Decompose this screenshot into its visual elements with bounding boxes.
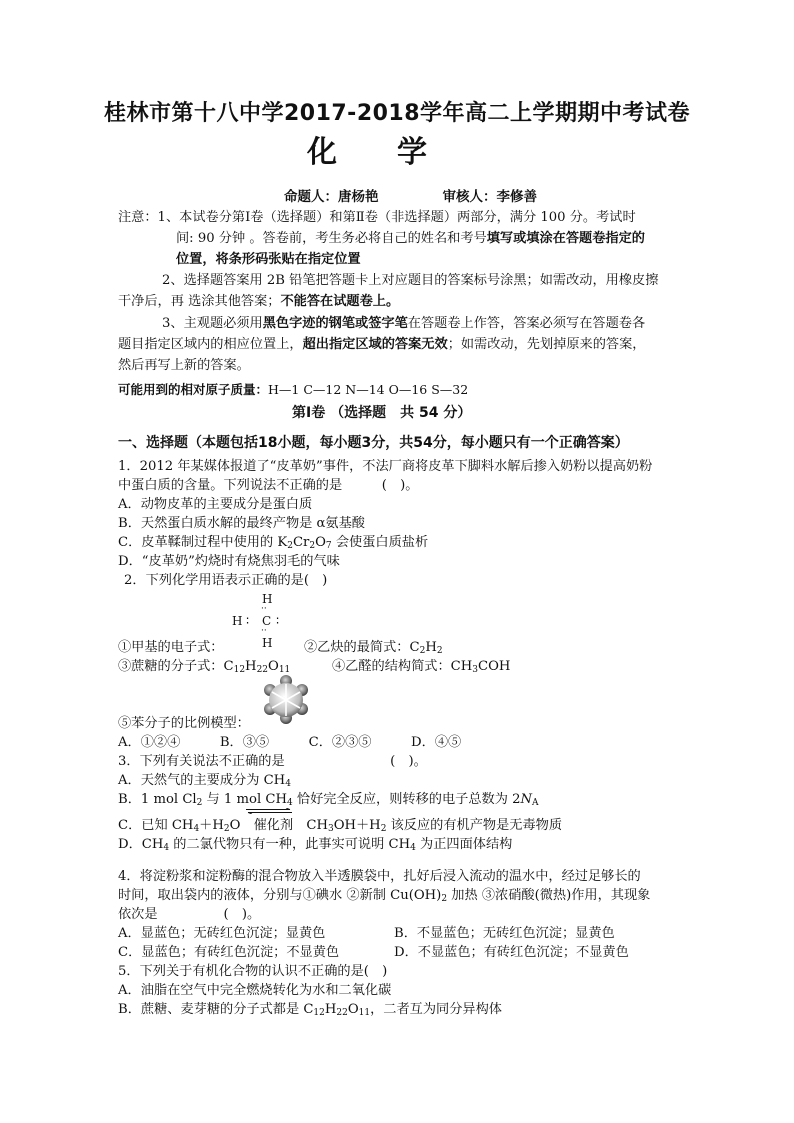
notice-line-8: 然后再写上新的答案。	[118, 358, 250, 373]
q5-option-b: B．蔗糖、麦芽糖的分子式都是 $C_{12}H_{22}O_{11}$，二者互为同分异构体	[118, 1002, 502, 1018]
q5-stem: 5．下列关于有机化合物的认识不正确的是( )	[118, 964, 388, 979]
q1-option-b: B．天然蛋白质水解的最终产物是 α氨基酸	[118, 516, 365, 531]
q1-stem-2: 中蛋白质的含量。下列说法不正确的是 ( )。	[118, 478, 419, 493]
q1-option-d: D．“皮革奶”灼烧时有烧焦羽毛的气味	[118, 554, 340, 569]
q4-option-d: D．不显蓝色；有砖红色沉淀；不显黄色	[394, 945, 629, 960]
q2-choices: A．①②④ B．③⑤ C．②③⑤ D．④⑤	[118, 735, 462, 750]
atomic-masses: 可能用到的相对原子质量：H—1 C—12 N—14 O—16 S—32	[118, 382, 469, 397]
q1-option-a: A．动物皮革的主要成分是蛋白质	[118, 497, 313, 512]
part1-heading: 一、选择题（本题包括18小题，每小题3分，共54分，每小题只有一个正确答案）	[118, 435, 629, 451]
notice-line-6: 3、主观题必须用黑色字迹的钢笔或签字笔在答题卷上作答，答案必须写在答题卷各	[162, 316, 646, 331]
notice-line-3: 位置，将条形码张贴在指定位置	[176, 252, 361, 267]
notice-line-4: 2、选择题答案用 2B 铅笔把答题卡上对应题目的答案标号涂黑；如需改动，用橡皮擦	[162, 273, 659, 288]
catalyst-label: 催化剂	[253, 818, 294, 833]
proposer: 命题人：唐杨艳	[284, 189, 379, 205]
q1-stem-1: 1．2012 年某媒体报道了“皮革奶”事件，不法厂商将皮革下脚料水解后掺入奶粉以提高奶粉	[118, 459, 653, 474]
q2-option-2: ②乙炔的最简式：$C_2H_2$	[304, 640, 443, 656]
q4-stem-2: 时间，取出袋内的液体，分别与①碘水 ②新制 $Cu(OH)_2$ 加热 ③浓硝酸(微热)作用，其现象	[118, 888, 651, 904]
q3-stem: 3．下列有关说法不正确的是 ( )。	[118, 754, 427, 769]
q2-option-1: ①甲基的电子式：	[118, 640, 224, 655]
authors-line	[284, 188, 537, 207]
notice-line-1: 注意：1、本试卷分第Ⅰ卷（选择题）和第Ⅱ卷（非选择题）两部分，满分 100 分。考试时	[118, 210, 636, 225]
q4-option-c: C．显蓝色；有砖红色沉淀；不显黄色	[118, 945, 340, 960]
equilibrium-arrow-icon	[246, 808, 292, 814]
q1-option-c: C．皮革鞣制过程中使用的 $K_2Cr_2O_7$ 会使蛋白质盐析	[118, 535, 429, 551]
reviewer: 审核人：李修善	[442, 189, 537, 205]
q4-stem-3: 依次是 ( )。	[118, 907, 261, 922]
q3-option-d: D．$CH_4$ 的二氯代物只有一种，此事实可说明 $CH_4$ 为正四面体结构	[118, 837, 513, 853]
notice-line-7: 题目指定区域内的相应位置上，超出指定区域的答案无效；如需改动，先划掉原来的答案，	[118, 337, 646, 352]
q4-option-a: A．显蓝色；无砖红色沉淀；显黄色	[118, 926, 326, 941]
q2-option-5: ⑤苯分子的比例模型：	[118, 716, 250, 731]
exam-title: 桂林市第十八中学2017-2018学年高二上学期期中考试卷	[103, 101, 691, 126]
q4-option-b: B．不显蓝色；无砖红色沉淀；显黄色	[394, 926, 615, 941]
q4-stem-1: 4．将淀粉浆和淀粉酶的混合物放入半透膜袋中，扎好后浸入流动的温水中，经过足够长的	[118, 869, 641, 884]
q2-option-3: ③蔗糖的分子式：$C_{12}H_{22}O_{11}$	[118, 659, 291, 675]
benzene-model-icon	[262, 675, 310, 725]
q3-option-b: B．1 mol $Cl_2$ 与 1 mol $CH_4$ 恰好完全反应，则转移的电子总数为 $2N_A$	[118, 792, 539, 808]
methyl-electron-formula: H ·· H ∶ C ∶ ·· H	[232, 592, 280, 650]
notice-line-5: 干净后，再 选涂其他答案；不能答在试题卷上。	[118, 294, 400, 309]
q2-stem: 2．下列化学用语表示正确的是( )	[124, 573, 328, 588]
subject-heading: 化学	[307, 135, 487, 170]
q3-option-a: A．天然气的主要成分为 $CH_4$	[118, 773, 291, 789]
q2-option-4: ④乙醛的结构简式：$CH_3COH$	[332, 659, 511, 675]
section-heading: 第Ⅰ卷 （选择题 共 54 分）	[292, 405, 472, 421]
q3-option-c: C．已知 $CH_4+H_2O$ 催化剂 $CH_3OH+H_2$ 该反应的有机产物是无毒物质	[118, 818, 563, 834]
q5-option-a: A．油脂在空气中完全燃烧转化为水和二氧化碳	[118, 983, 392, 998]
notice-line-2: 间: 90 分钟 。答卷前，考生务必将自己的姓名和考号填写或填涂在答题卷指定的	[176, 231, 645, 246]
